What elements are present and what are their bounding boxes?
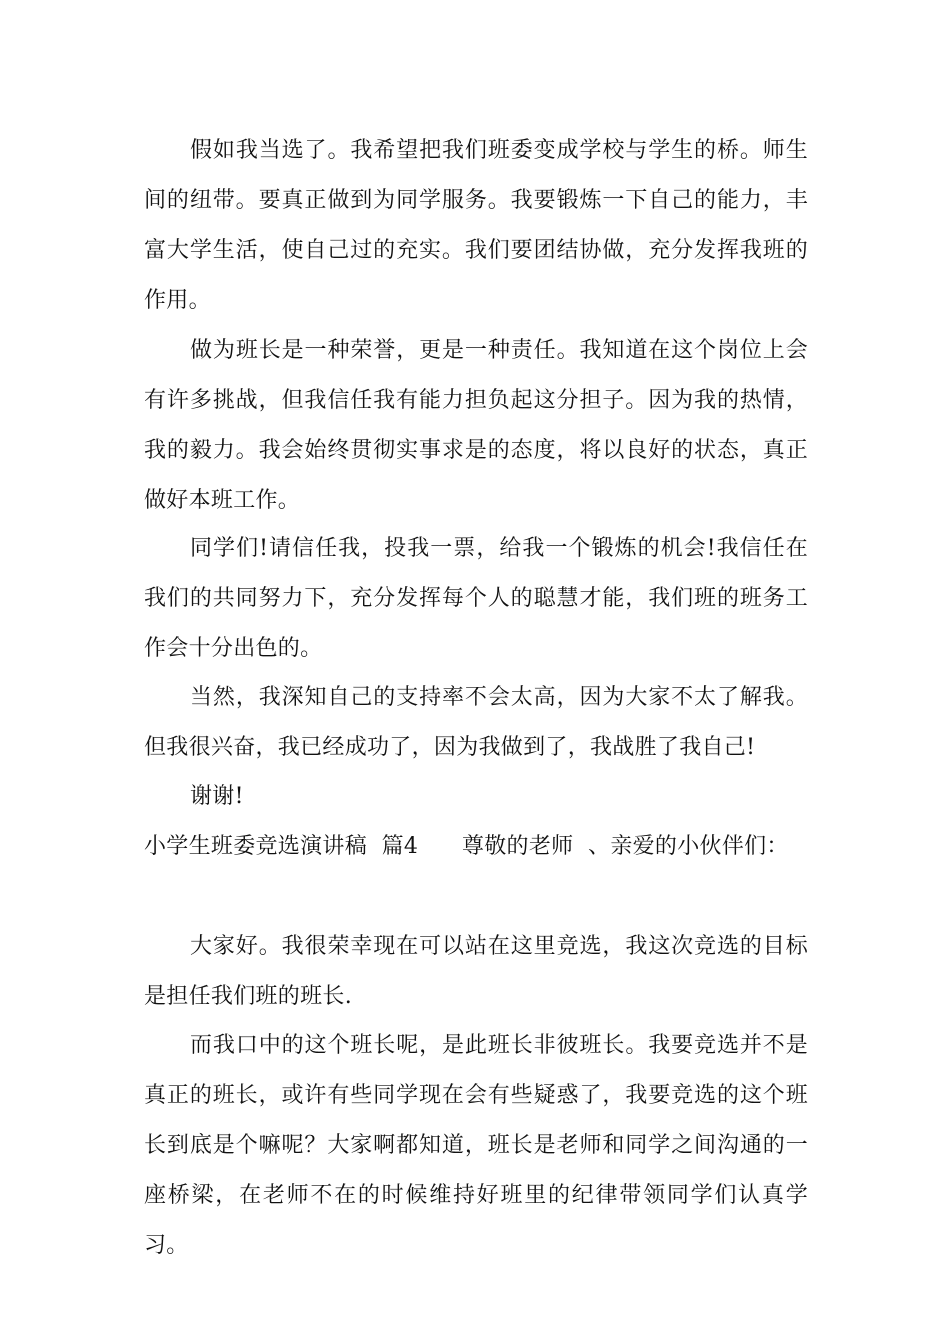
paragraph-7: 而我口中的这个班长呢，是此班长非彼班长。我要竞选并不是真正的班长，或许有些同学现在会有些疑惑了，我要竞选的这个班长到底是个嘛呢？大家啊都知道，班长是老师和同学之间沟通的一座桥梁，在老师不在的时候维持好班里的纪律带领同学们认真学习。 <box>144 1033 808 1258</box>
section-heading: 小学生班委竞选演讲稿 篇4 尊敬的老师 、亲爱的小伙伴们： <box>144 834 789 859</box>
paragraph-4: 当然，我深知自己的支持率不会太高，因为大家不太了解我。但我很兴奋，我已经成功了，因为我做到了，我战胜了我自己! <box>144 685 808 760</box>
paragraph-2: 做为班长是一种荣誉，更是一种责任。我知道在这个岗位上会有许多挑战，但我信任我有能力担负起这分担子。因为我的热情，我的毅力。我会始终贯彻实事求是的态度，将以良好的状态，真正做好本班工作。 <box>144 338 808 513</box>
paragraph-1: 假如我当选了。我希望把我们班委变成学校与学生的桥。师生间的纽带。要真正做到为同学服务。我要锻炼一下自己的能力，丰富大学生活，使自己过的充实。我们要团结协做，充分发挥我班的作用。 <box>144 138 808 313</box>
paragraph-3: 同学们!请信任我，投我一票，给我一个锻炼的机会!我信任在我们的共同努力下，充分发挥每个人的聪慧才能，我们班的班务工作会十分出色的。 <box>144 536 808 661</box>
paragraph-thanks: 谢谢! <box>190 784 244 809</box>
paragraph-6: 大家好。我很荣幸现在可以站在这里竞选，我这次竞选的目标是担任我们班的班长. <box>144 934 808 1009</box>
